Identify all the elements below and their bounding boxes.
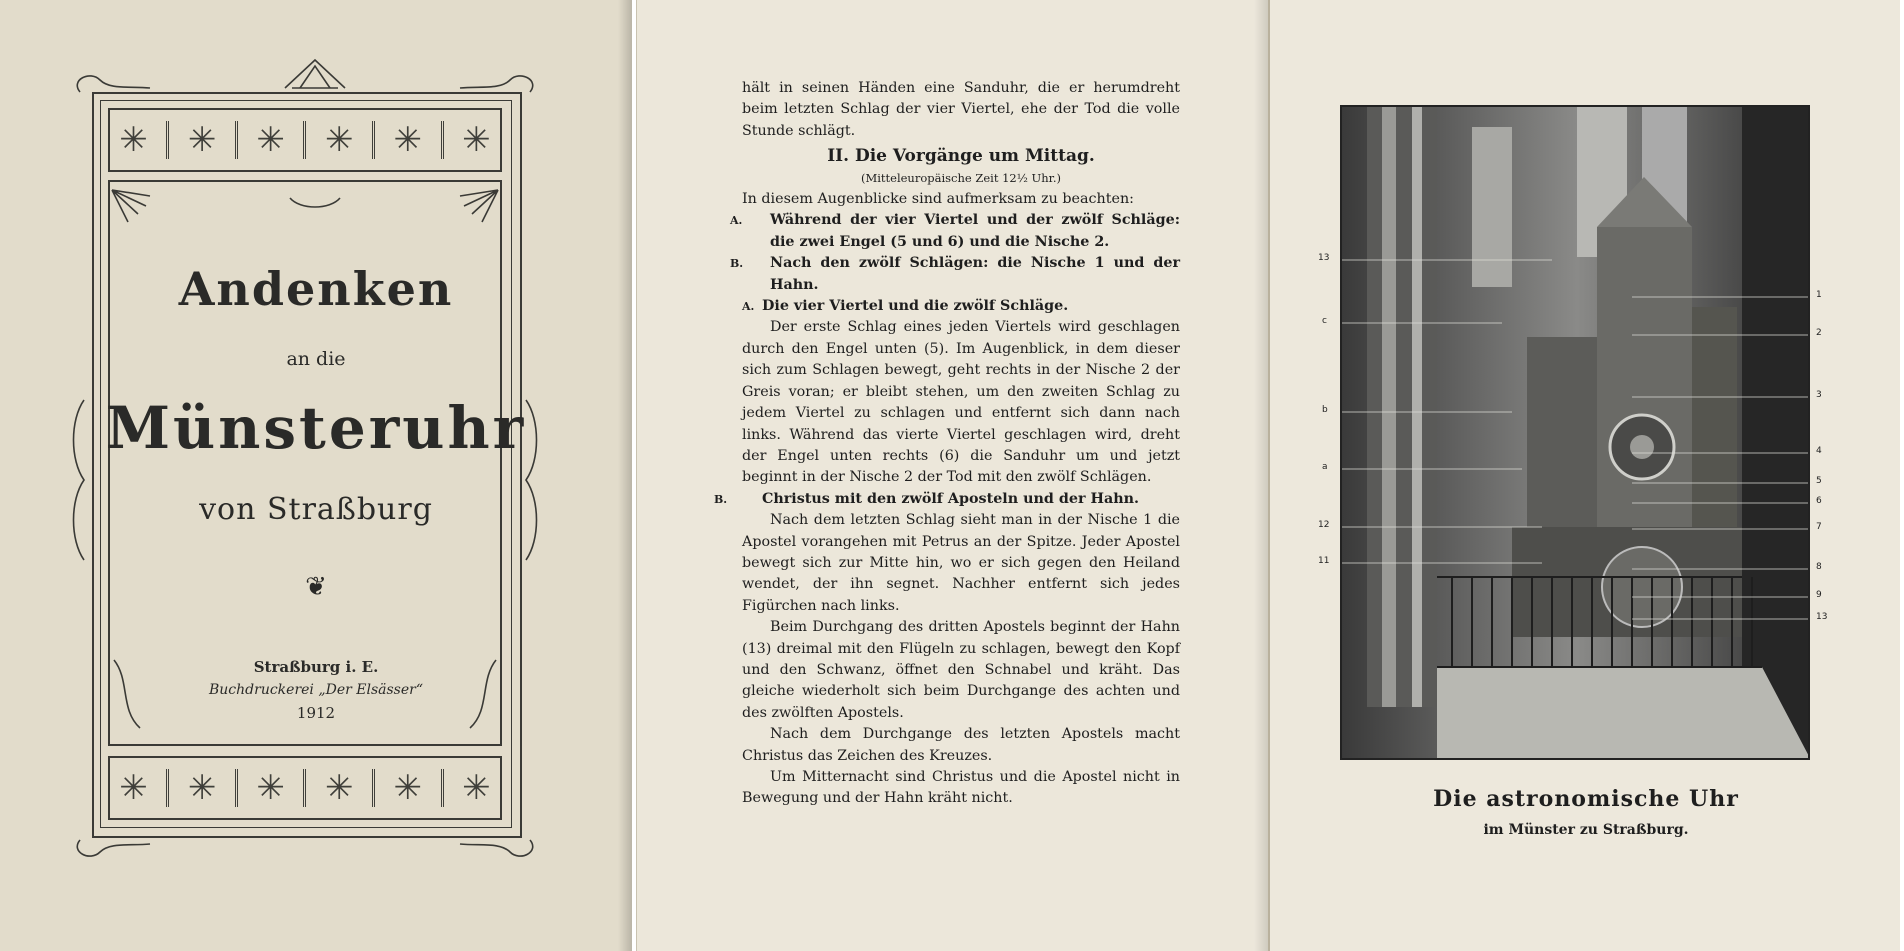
star-icon: ✳: [119, 120, 148, 160]
callout-right: 4: [1816, 446, 1822, 456]
booklet-cover: [0, 0, 632, 951]
callout-right: 13: [1816, 612, 1828, 622]
photo-page: [1268, 0, 1900, 951]
cover-title: Andenken: [178, 262, 454, 316]
cover-place: Straßburg i. E.: [253, 658, 379, 676]
section-b-paragraph-4: Um Mitternacht sind Christus und die Apostel nicht in Bewegung und der Hahn kräht nicht.: [742, 769, 1180, 807]
cover-main-title: Münsteruhr: [105, 394, 527, 462]
astronomical-clock-photo: [1340, 105, 1810, 760]
star-icon: ✳: [187, 768, 217, 808]
cover-top-star-band: [108, 108, 502, 172]
star-icon: ✳: [324, 120, 354, 160]
attention-line: In diesem Augenblicke sind aufmerksam zu beachten:: [742, 191, 1134, 208]
list-item-b: B. Nach den zwölf Schlägen: die Nische 1 und der Hahn.: [730, 255, 1180, 293]
star-icon: ✳: [462, 768, 491, 808]
photo-caption-title: Die astronomische Uhr: [1433, 786, 1739, 812]
callout-left: b: [1322, 405, 1328, 415]
fleuron-icon: ❦: [305, 572, 327, 602]
text-column: [714, 78, 1180, 810]
callout-right: 6: [1816, 496, 1822, 506]
cover-preposition: an die: [286, 348, 346, 370]
star-icon: ✳: [187, 120, 217, 160]
list-item-a: A. Während der vier Viertel und der zwölf Schläge: die zwei Engel (5 und 6) und die Nische 2.: [730, 212, 1180, 250]
cover-year: 1912: [296, 704, 336, 722]
clock-photo-drawing: [1342, 107, 1810, 760]
cover-printer: Buchdruckerei „Der Elsässer“: [209, 682, 423, 698]
callout-left: 13: [1318, 253, 1330, 263]
callout-right: 1: [1816, 290, 1822, 300]
section-note: (Mitteleuropäische Zeit 12½ Uhr.): [860, 170, 1062, 185]
text-page: [636, 0, 1268, 951]
callout-left: c: [1322, 316, 1327, 326]
section-b-paragraph-3: Nach dem Durchgange des letzten Apostels macht Christus das Zeichen des Kreuzes.: [742, 726, 1180, 764]
section-b-paragraph-2: Beim Durchgang des dritten Apostels beginnt der Hahn (13) dreimal mit den Flügeln zu schlagen, bewegt den Kopf und den Schwanz, öffnet den Schnabel und kräht. Das gleiche wiederholt sich beim Durchgange des achten und des zwölften Apostels.: [742, 619, 1180, 721]
callout-left: a: [1322, 462, 1328, 472]
star-icon: ✳: [256, 120, 285, 160]
callout-right: 8: [1816, 562, 1822, 572]
intro-paragraph: hält in seinen Händen eine Sanduhr, die er herumdreht beim letzten Schlag der vier Viertel, ehe der Tod die volle Stunde schlägt.: [742, 80, 1180, 139]
callout-right: 7: [1816, 522, 1822, 532]
callout-left: 12: [1318, 520, 1330, 530]
star-icon: ✳: [119, 768, 148, 808]
callout-right: 2: [1816, 328, 1822, 338]
section-b-heading: B. Christus mit den zwölf Aposteln und der Hahn.: [714, 490, 1140, 507]
callout-left: 11: [1318, 556, 1330, 566]
star-icon: ✳: [462, 120, 491, 160]
section-heading: II. Die Vorgänge um Mittag.: [827, 146, 1095, 167]
star-icon: ✳: [324, 768, 354, 808]
section-a-heading: A. Die vier Viertel und die zwölf Schläge.: [742, 298, 1069, 315]
star-icon: ✳: [256, 768, 285, 808]
callout-right: 5: [1816, 476, 1822, 486]
star-icon: ✳: [393, 120, 423, 160]
callout-right: 3: [1816, 390, 1822, 400]
cover-bottom-star-band: [108, 756, 502, 820]
callout-right: 9: [1816, 590, 1822, 600]
cover-subtitle: von Straßburg: [199, 492, 433, 527]
photo-caption-subtitle: im Münster zu Straßburg.: [1483, 822, 1689, 838]
page-fold-shadow: [1254, 0, 1268, 951]
section-b-paragraph-1: Nach dem letzten Schlag sieht man in der Nische 1 die Apostel vorangehen mit Petrus an der Spitze. Jeder Apostel bewegt sich zur Mitte hin, wo er sich gegen den Heiland wendet, der ihn segnet. Nachher entfernt sich jedes Figürchen nach links.: [742, 512, 1180, 614]
star-icon: ✳: [393, 768, 423, 808]
section-a-text: Der erste Schlag eines jeden Viertels wird geschlagen durch den Engel unten (5). Im Augenblick, in dem dieser sich zum Schlagen bewegt, geht rechts in der Nische 2 der Greis voran; er bleibt stehen, um den zweiten Schlag zu jedem Viertel zu schlagen und entfernt sich dann nach links. Während das vierte Viertel geschlagen wird, dreht der Engel unten rechts (6) die Sanduhr um und jetzt beginnt in der Nische 2 der Tod mit den zwölf Schlägen.: [742, 319, 1180, 486]
